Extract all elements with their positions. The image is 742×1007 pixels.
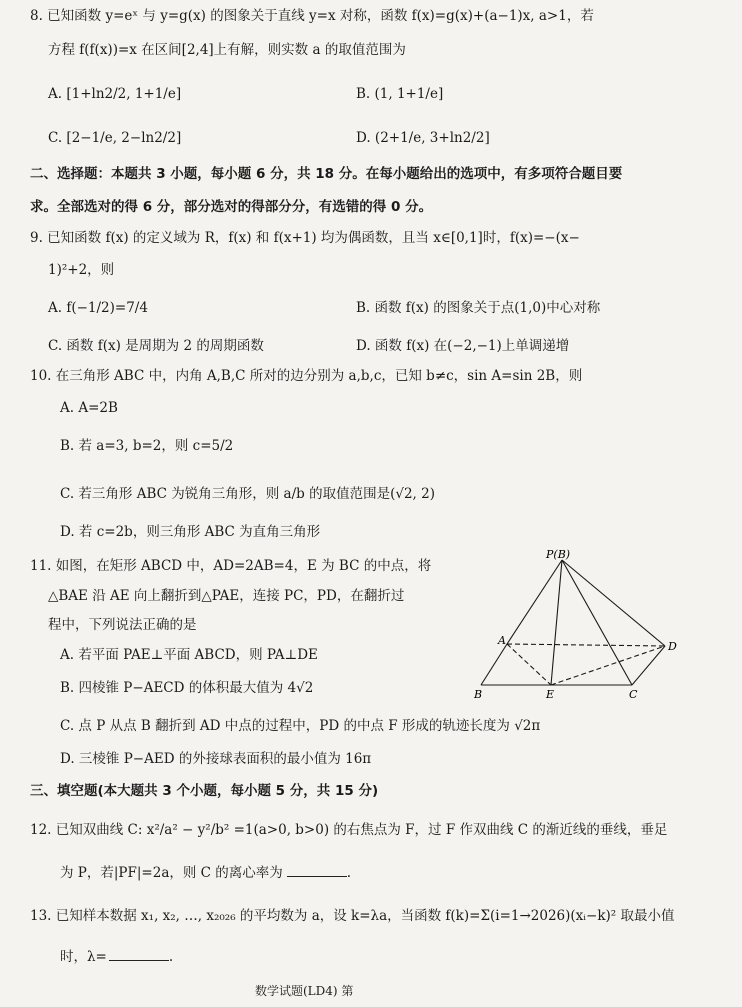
figure-label-c: C <box>629 688 638 701</box>
figure-label-a: A <box>498 634 506 647</box>
exam-page: 8. 已知函数 y=eˣ 与 y=g(x) 的图象关于直线 y=x 对称，函数 f(x)=g(x)+(a−1)x, a>1，若 方程 f(f(x))=x 在区间[2,4]上有解，则实数 a 的取值范围为 A. [1+ln2/2, 1+1/e] B. (1, 1+1/e] C. [2−1/e, 2−ln2/2] D. (2+1/e, 3+ln2/2] 二、选择题：本题共 3 小题，每小题 6 分，共 18 分。在每小题给出的选项中，有多项符合题目要 求。全部选对的得 6 分，部分选对的得部分分，有选错的得 0 分。 9. 已知函数 f(x) 的定义域为 R，f(x) 和 f(x+1) 均为偶函数，且当 x∈[0,1]时，f(x)=−(x− 1)²+2，则 A. f(−1/2)=7/4 B. 函数 f(x) 的图象关于点(1,0)中心对称 C. 函数 f(x) 是周期为 2 的周期函数 D. 函数 f(x) 在(−2,−1)上单调递增 10. 在三角形 ABC 中，内角 A,B,C 所对的边分别为 a,b,c，已知 b≠c，sin A=sin 2B，则 A. A=2B B. 若 a=3, b=2，则 c=5/2 C. 若三角形 ABC 为锐角三角形，则 a/b 的取值范围是(√2, 2) D. 若 c=2b，则三角形 ABC 为直角三角形 11. 如图，在矩形 ABCD 中，AD=2AB=4，E 为 BC 的中点，将 △BAE 沿 AE 向上翻折到△PAE，连接 PC，PD，在翻折过 程中，下列说法正确的是 A. 若平面 PAE⊥平面 ABCD，则 PA⊥DE B. 四棱锥 P−AECD 的体积最大值为 4√2 C. 点 P 从点 B 翻折到 AD 中点的过程中，PD 的中点 F 形成的轨迹长度为 √2π D. 三棱锥 P−AED 的外接球表面积的最小值为 16π P(B) A B E C D 三、填空题(本大题共 3 个小题，每小题 5 分，共 15 分) 12. 已知双曲线 C: x²/a² − y²/b² =1(a>0, b>0) 的右焦点为 F，过 F 作双曲线 C 的渐近线的垂线，垂足 为 P，若|PF|=2a，则 C 的离心率为 . 13. 已知样本数据 x₁, x₂, …, x₂₀₂₆ 的平均数为 a，设 k=λa，当函数 f(k)=Σ(i=1→2026)(xᵢ−k)² 取最小值 时，λ= . 数学试题(LD4) 第 <box>0 0 742 1007</box>
q9-option-d: D. 函数 f(x) 在(−2,−1)上单调递增 <box>356 338 570 354</box>
q8-option-a: A. [1+ln2/2, 1+1/e] <box>48 86 182 102</box>
q8-option-d: D. (2+1/e, 3+ln2/2] <box>356 130 490 146</box>
q11-pyramid-figure <box>470 548 710 708</box>
q12-answer-blank[interactable] <box>287 862 347 877</box>
q9-option-c: C. 函数 f(x) 是周期为 2 的周期函数 <box>48 338 264 354</box>
q9-option-a: A. f(−1/2)=7/4 <box>48 300 148 316</box>
figure-label-b: B <box>474 688 483 701</box>
page-footer: 数学试题(LD4) 第 <box>255 984 354 998</box>
figure-label-d: D <box>668 640 677 653</box>
figure-label-e: E <box>546 688 555 701</box>
q8-option-b: B. (1, 1+1/e] <box>356 86 444 102</box>
q13-answer-blank[interactable] <box>109 946 169 961</box>
q8-option-c: C. [2−1/e, 2−ln2/2] <box>48 130 182 146</box>
q9-option-b: B. 函数 f(x) 的图象关于点(1,0)中心对称 <box>356 300 601 316</box>
figure-label-p: P(B) <box>546 548 571 561</box>
